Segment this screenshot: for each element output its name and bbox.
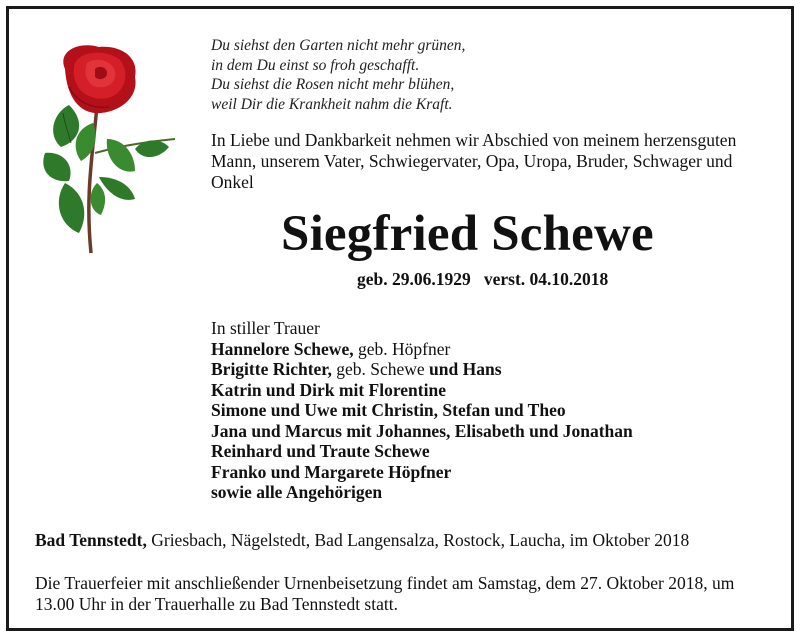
place-and-date — [35, 530, 689, 551]
mourner-partner: und Hans — [429, 359, 502, 379]
mourner-name: Brigitte Richter, — [211, 359, 332, 379]
poem — [211, 36, 465, 114]
place-rest: Griesbach, Nägelstedt, Bad Langensalza, Rostock, Laucha, im Oktober 2018 — [146, 530, 690, 550]
death-date: verst. 04.10.2018 — [483, 269, 609, 289]
poem-line: Du siehst den Garten nicht mehr grünen, — [211, 37, 466, 54]
place-town: Bad Tennstedt, — [35, 530, 147, 550]
mourner-name: Hannelore Schewe, — [211, 338, 354, 359]
funeral-service-info: Die Trauerfeier mit anschließender Urnenbeisetzung findet am Samstag, dem 27. Oktober 2018, um 13.00 Uhr in der Trauerhalle zu Bad Tennstedt statt. — [35, 573, 735, 614]
obituary-frame — [6, 6, 794, 631]
mourner-line — [211, 339, 633, 360]
mourner-line: Franko und Margarete Höpfner — [211, 461, 452, 482]
poem-line: weil Dir die Krankheit nahm die Kraft. — [211, 95, 453, 113]
red-rose-icon — [35, 43, 185, 255]
deceased-name: Siegfried Schewe — [281, 206, 654, 262]
birth-date: geb. 29.06.1929 — [357, 269, 471, 289]
mourner-line: sowie alle Angehörigen — [211, 482, 383, 502]
mourners-heading: In stiller Trauer — [211, 318, 320, 338]
farewell-intro: In Liebe und Dankbarkeit nehmen wir Abschied von meinem herzensguten Mann, unserem Vater, Schwiegervater, Opa, Uropa, Bruder, Schwager und Onkel — [211, 130, 737, 192]
mourner-note: geb. Höpfner — [353, 338, 451, 359]
mourner-line: Jana und Marcus mit Johannes, Elisabeth und Jonathan — [211, 420, 633, 441]
mourner-line: Reinhard und Traute Schewe — [211, 441, 430, 461]
life-dates — [357, 269, 608, 290]
mourner-line: Simone und Uwe mit Christin, Stefan und Theo — [211, 400, 566, 420]
mourners-list — [211, 318, 633, 503]
poem-line: in dem Du einst so froh geschafft. — [211, 56, 420, 74]
mourner-line: Katrin und Dirk mit Florentine — [211, 379, 446, 400]
poem-line: Du siehst die Rosen nicht mehr blühen, — [211, 76, 455, 93]
mourner-line — [211, 359, 633, 380]
mourner-note: geb. Schewe — [331, 359, 430, 379]
